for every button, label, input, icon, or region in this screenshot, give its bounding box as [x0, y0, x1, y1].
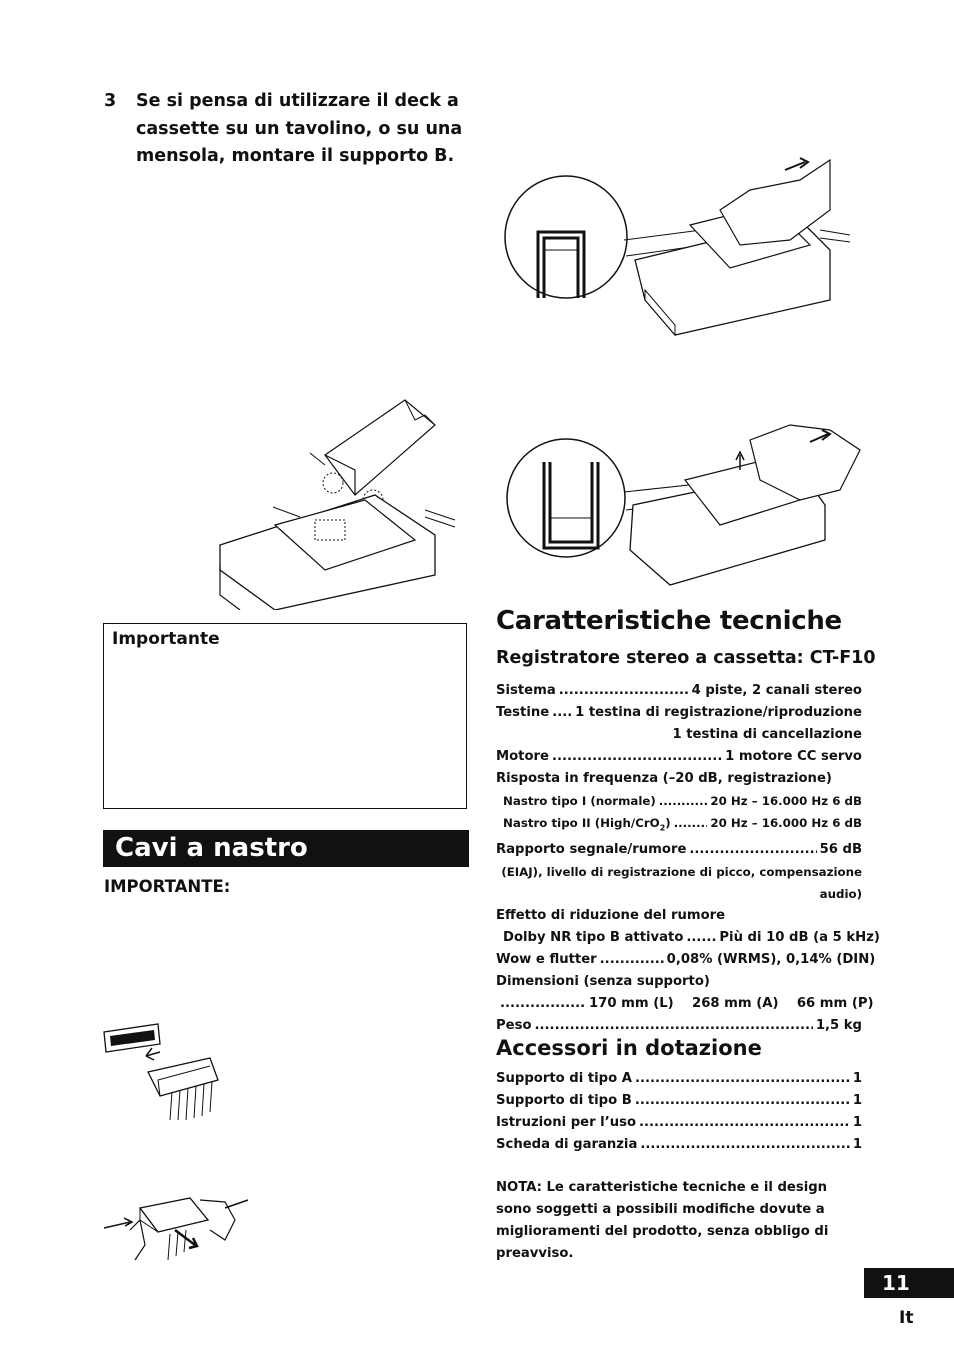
step-number: 3 [104, 91, 117, 111]
spec-value: 0,08% (WRMS), 0,14% (DIN) [666, 952, 876, 968]
spec-label: Peso [496, 1018, 532, 1034]
item-label: Supporto di tipo B [496, 1093, 632, 1108]
item-label: Scheda di garanzia [496, 1137, 638, 1152]
spec-label [503, 812, 671, 839]
list-item [496, 1068, 862, 1090]
spec-value: 20 Hz – 16.000 Hz 6 dB [710, 794, 862, 808]
specs-list [496, 680, 880, 1037]
list-item [496, 1090, 862, 1112]
importante-label: IMPORTANTE: [104, 877, 231, 896]
page-number: 11 [864, 1268, 954, 1298]
stand-a-illustration [500, 150, 860, 340]
important-box [103, 623, 467, 809]
spec-label: Wow e flutter [496, 952, 597, 968]
spec-label-a: Nastro tipo II (High/CrO [503, 816, 660, 830]
spec-value: 4 piste, 2 canali stereo [691, 683, 862, 698]
spec-rapporto-note: (EIAJ), livello di registrazione di picco, compensazione audio) [501, 865, 862, 902]
spec-peso [496, 1015, 862, 1037]
spec-risposta: Risposta in frequenza (–20 dB, registrazione) [496, 771, 832, 786]
list-item [496, 1112, 862, 1134]
spec-dim-values [496, 993, 874, 1015]
spec-label: Rapporto segnale/rumore [496, 842, 687, 858]
spec-label: Nastro tipo I (normale) [503, 794, 656, 808]
item-label: Supporto di tipo A [496, 1071, 632, 1086]
spec-value: 1,5 kg [815, 1018, 862, 1034]
spec-dimensioni: Dimensioni (senza supporto) [496, 974, 710, 990]
spec-label: Testine [496, 705, 550, 720]
spec-label-sub: 2 [659, 823, 666, 833]
spec-value: 170 mm (L) 268 mm (A) 66 mm (P) [589, 996, 874, 1012]
item-value: 1 [852, 1093, 862, 1108]
nota-text: NOTA: Le caratteristiche tecniche e il design sono soggetti a possibili modifiche dovute a miglioramenti del prodotto, senza obbligo di preavviso. [496, 1180, 829, 1261]
spec-value: Più di 10 dB (a 5 kHz) [719, 930, 880, 946]
ribbon-cable-remove-illustration [100, 1190, 255, 1270]
specs-title: Caratteristiche tecniche [496, 606, 842, 636]
spec-testine-2: 1 testina di cancellazione [672, 727, 862, 742]
item-value: 1 [852, 1071, 862, 1086]
stand-mounting-illustration [215, 395, 470, 610]
section-heading-cavi: Cavi a nastro [103, 830, 469, 867]
ribbon-cable-insert-illustration [100, 1020, 240, 1125]
spec-value: 1 testina di registrazione/riproduzione [575, 705, 862, 720]
spec-effetto: Effetto di riduzione del rumore [496, 908, 726, 924]
spec-nastro-2 [496, 812, 862, 839]
language-code: It [899, 1308, 914, 1328]
spec-dolby [496, 927, 880, 949]
step-text: Se si pensa di utilizzare il deck a cassette su un tavolino, o su una mensola, montare il supporto B. [136, 91, 463, 166]
item-value: 1 [852, 1137, 862, 1152]
spec-value: 56 dB [819, 842, 862, 858]
item-label: Istruzioni per l’uso [496, 1115, 637, 1130]
spec-motore [496, 746, 862, 768]
accessori-list [496, 1068, 862, 1156]
step-3-instruction [104, 88, 464, 171]
important-box-label: Importante [112, 629, 220, 649]
spec-wow [496, 949, 876, 971]
stand-b-illustration [500, 410, 865, 595]
spec-value: 20 Hz – 16.000 Hz 6 dB [710, 816, 862, 830]
spec-label: Sistema [496, 683, 556, 698]
spec-sistema [496, 680, 862, 702]
list-item [496, 1134, 862, 1156]
spec-label: Dolby NR tipo B attivato [503, 930, 684, 946]
spec-label: Motore [496, 749, 549, 764]
spec-value: 1 motore CC servo [725, 749, 862, 764]
spec-nastro-1 [496, 790, 862, 812]
accessori-title: Accessori in dotazione [496, 1036, 762, 1060]
spec-label-b: ) [665, 816, 671, 830]
spec-rapporto [496, 839, 862, 861]
spec-testine [496, 702, 862, 724]
item-value: 1 [852, 1115, 862, 1130]
specs-subtitle: Registratore stereo a cassetta: CT-F10 [496, 648, 876, 668]
